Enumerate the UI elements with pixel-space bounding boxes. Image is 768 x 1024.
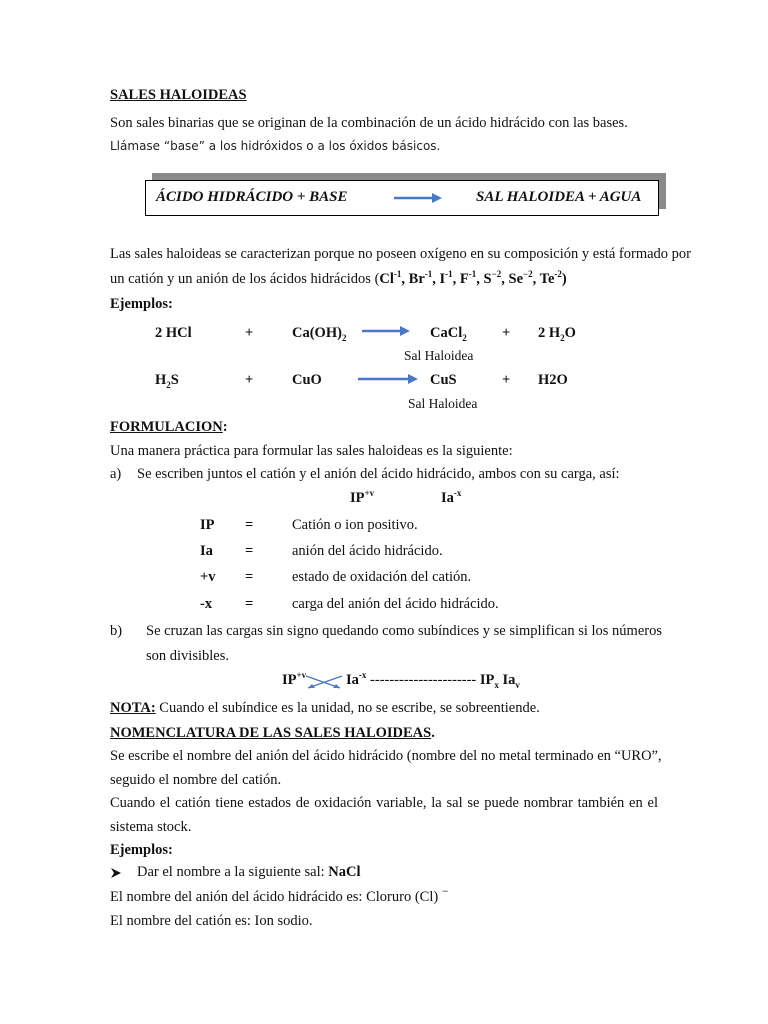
- definition-symbol: Ia: [200, 543, 213, 559]
- anion-name-line: El nombre del anión del ácido hidrácido es: Cloruro (Cl) −: [110, 884, 449, 905]
- reaction-2-reactant-2: CuO: [292, 372, 322, 388]
- reaction-1-product-2: 2 $H_2O$: [538, 325, 576, 343]
- nota-label: NOTA:: [110, 700, 156, 716]
- reaction-1-plus-1: +: [245, 325, 254, 341]
- nomenclatura-line-2: seguido el nombre del catión.: [110, 772, 282, 788]
- intro-line-2: Llámase “base” a los hidróxidos o a los óxidos básicos.: [110, 139, 441, 153]
- reaction-2-label: Sal Haloidea: [408, 396, 478, 411]
- definition-equals: =: [245, 569, 254, 585]
- definition-meaning: Catión o ion positivo.: [292, 517, 418, 533]
- definition-meaning: carga del anión del ácido hidrácido.: [292, 596, 499, 612]
- reaction-1-product-1: CaCl$_2$: [430, 325, 467, 343]
- definition-meaning: estado de oxidación del catión.: [292, 569, 472, 585]
- cross-arrows-icon: [300, 672, 348, 692]
- ip-with-charge: $IP^{+v}$: [350, 488, 375, 506]
- reaction-1-reactant-1: 2 HCl: [155, 325, 192, 341]
- nomenclatura-line-4: sistema stock.: [110, 819, 192, 835]
- nomenclatura-heading: NOMENCLATURA DE LAS SALES HALOIDEAS.: [110, 725, 435, 741]
- examples-2-heading: Ejemplos:: [110, 842, 173, 858]
- arrow-bullet-icon: [111, 868, 121, 878]
- reaction-2-product-1: CuS: [430, 372, 457, 388]
- cross-dashes: ----------------------: [370, 672, 477, 688]
- characterization-line-1: Las sales haloideas se caracterizan porque no poseen oxígeno en su composición y está formado por: [110, 246, 692, 262]
- nomenclatura-line-3: Cuando el catión tiene estados de oxidación variable, la sal se puede nombrar también en el: [110, 795, 658, 811]
- cross-result: $IP_x$ $Ia_v$: [479, 672, 520, 690]
- nota-text: Cuando el subíndice es la unidad, no se escribe, se sobreentiende.: [155, 700, 540, 716]
- reaction-2-product-2: H2O: [538, 372, 568, 388]
- examples-heading: Ejemplos:: [110, 296, 173, 312]
- definition-equals: =: [245, 517, 254, 533]
- step-b-marker: b): [110, 623, 123, 639]
- definition-meaning: anión del ácido hidrácido.: [292, 543, 443, 559]
- ia-with-charge: $Ia^{-x}$: [441, 488, 462, 506]
- equation-reactants: ÁCIDO HIDRÁCIDO + BASE: [156, 189, 348, 205]
- reaction-1-label: Sal Haloidea: [404, 348, 474, 363]
- reaction-2-plus-1: +: [245, 372, 254, 388]
- definition-symbol: +v: [200, 569, 216, 585]
- general-equation-box: [145, 180, 659, 216]
- step-a-text: Se escriben juntos el catión y el anión del ácido hidrácido, ambos con su carga, así:: [137, 466, 620, 482]
- step-b-line-1: Se cruzan las cargas sin signo quedando como subíndices y se simplifican si los números: [146, 623, 662, 639]
- nomenclatura-line-1: Se escribe el nombre del anión del ácido hidrácido (nombre del no metal terminado en “URO”,: [110, 748, 662, 764]
- intro-line-1: Son sales binarias que se originan de la combinación de un ácido hidrácido con las bases.: [110, 115, 628, 131]
- reaction-1-reactant-2: $Ca(OH)_2$: [292, 325, 347, 343]
- definition-symbol: IP: [200, 517, 215, 533]
- reaction-1-plus-2: +: [502, 325, 511, 341]
- formulacion-heading: FORMULACION:: [110, 419, 228, 435]
- cross-ip: $IP^{+v}$: [282, 670, 307, 688]
- ion-list: $Cl^{-1}$, $Br^{-1}$, $I^{-1}$, $F^{-1}$, $S^{-2}$, $Se^{-2}$, $Te^{-2}$: [379, 269, 562, 287]
- cation-name-line: El nombre del catión es: Ion sodio.: [110, 913, 313, 929]
- characterization-line-2: un catión y un anión de los ácidos hidrácidos ($Cl^{-1}$, $Br^{-1}$, $I^{-1}$, $F^{-1}$, $S^{-2}$, $Se^{-2}$, $Te^{-2}$): [110, 269, 567, 287]
- salt-formula: NaCl: [328, 864, 361, 880]
- cross-ia-and-result: [346, 672, 520, 689]
- reaction-1-arrow-icon: [362, 324, 412, 338]
- step-a-marker: a): [110, 466, 122, 482]
- reaction-arrow-icon: [394, 191, 444, 205]
- nota: [110, 700, 540, 717]
- cross-ia: $Ia^{-x}$: [346, 670, 367, 688]
- step-b-line-2: son divisibles.: [146, 648, 229, 664]
- reaction-2-plus-2: +: [502, 372, 511, 388]
- formulacion-intro: Una manera práctica para formular las sales haloideas es la siguiente:: [110, 443, 513, 459]
- definition-equals: =: [245, 596, 254, 612]
- definition-symbol: -x: [200, 596, 213, 612]
- page-title: SALES HALOIDEAS: [110, 87, 247, 103]
- bullet-item: Dar el nombre a la siguiente sal: NaCl: [137, 864, 361, 880]
- definition-equals: =: [245, 543, 254, 559]
- reaction-2-arrow-icon: [358, 372, 420, 386]
- equation-products: SAL HALOIDEA + AGUA: [476, 189, 642, 205]
- reaction-2-reactant-1: $H_2S$: [155, 372, 179, 390]
